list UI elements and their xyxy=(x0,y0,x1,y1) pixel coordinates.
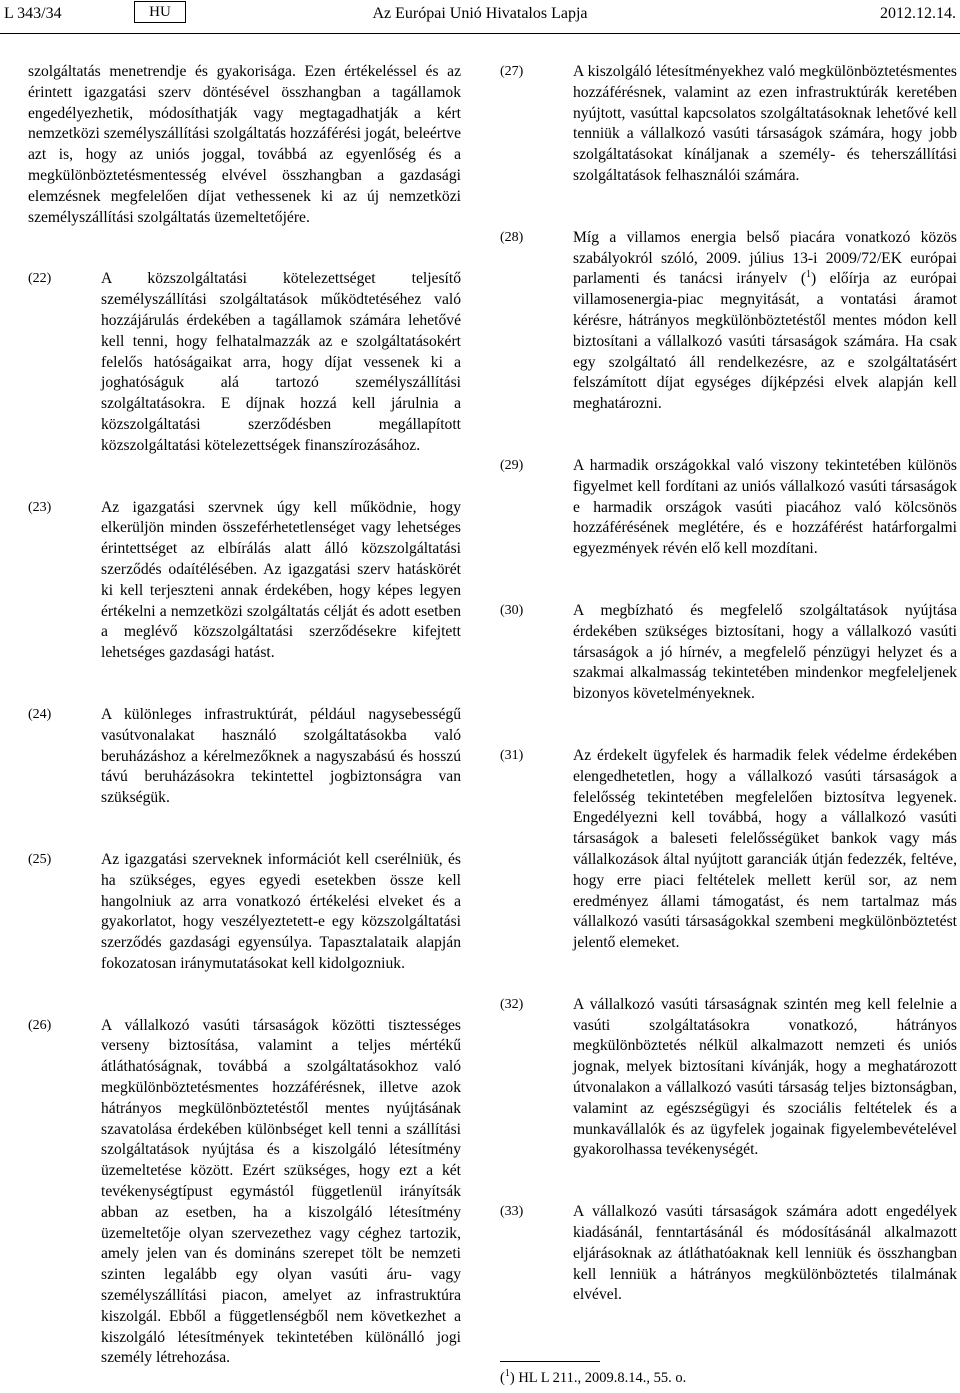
recital-33 xyxy=(500,1202,957,1306)
recital-text: A kiszolgáló létesítményekhez való megkülönböztetésmentes hozzáférésnek, valamint az ezen infrastruktúrák keretében nyújtott, vasúttal kapcsolatos szolgáltatásoknak lehetővé kell tenniük a vállalkozó vasúti társaságok számára, hogy jobb szolgáltatásokat kínáljanak a személy- és teherszállítási szolgáltatások felhasználói számára. xyxy=(573,63,957,184)
recital-text: A megbízható és megfelelő szolgáltatások nyújtása érdekében szükséges biztosítani, hogy a vállalkozó vasúti társaságok a jó hírnév, a megfelelő pénzügyi helyzet és a szakmai alkalmasság tekintetében mindenkor megfeleljenek bizonyos követelményeknek. xyxy=(573,601,957,703)
recital-28 xyxy=(500,228,957,415)
recital-31 xyxy=(500,746,957,954)
continuation-paragraph: szolgáltatás menetrendje és gyakorisága. Ezen értékeléssel és az érintett igazgatási szerv döntésével összhangban a tagállamok engedélyezhetik, módosíthatják vagy megtagadhatják a kért nemzetközi személyszállítási szolgáltatás hozzáférési jogát, beleértve azt is, hogy az uniós joggal, továbbá az egyenlőség és a megkülönböztetésmentesség elvével összhangban a gazdasági elemzésnek megfelelően díjat vethessenek ki az új nemzetközi személyszállítási szolgáltatás üzemeltetőjére. xyxy=(28,63,461,226)
page-header xyxy=(0,0,960,30)
recital-text: A különleges infrastruktúrát, például nagysebességű vasútvonalakat használó szolgáltatásokba való beruházáshoz a kérelmezőknek a nagyszabású és hosszú távú beruházásokra tekintettel jogbiztonságra van szükségük. xyxy=(101,705,461,807)
recital-number: (30) xyxy=(500,602,524,618)
recital-27 xyxy=(500,62,957,187)
footnote-marker: 1 xyxy=(504,1368,510,1380)
recital-text: A vállalkozó vasúti társaságok számára adott engedélyek kiadásánál, fenntartásánál és módosításánál alkalmazott eljárásoknak az átláthatóaknak kell lenniük és összhangban kell lenniük a hátrányos megkülönböztetés tilalmának elvével. xyxy=(573,1203,957,1304)
recital-text xyxy=(573,228,957,415)
publication-date: 2012.12.14. xyxy=(880,5,956,22)
left-column xyxy=(28,62,461,1369)
recital-text-part: Míg a villamos energia belső piacára vonatkozó közös szabályokról szóló, 2009. július 13-i 2009/72/EK európai parlamenti és tanácsi irányelv ( xyxy=(573,228,957,288)
recital-text-part: ) előírja az európai villamosenergia-piac megnyitását, a vontatási áramot kérésre, hátrányos megkülönböztetéstől mentes módon kell biztosítani a vállalkozó vasúti társaságok számára. Ha csak egy szolgáltató áll rendelkezésre, az e szolgáltatásért felszámított díjat egységes díjképzési elvek alapján kell meghatározni. xyxy=(573,270,957,413)
footnote-separator xyxy=(500,1361,600,1362)
page-reference: L 343/34 xyxy=(4,5,62,22)
recital-text: A harmadik országokkal való viszony tekintetében különös figyelmet kell fordítani az uniós vállalkozó vasúti társaságok e harmadik országok vasúti piacához való kölcsönös hozzáférésének meglétére, és e hozzáférést határforgalmi egyezmények révén elő kell mozdítani. xyxy=(573,456,957,558)
header-rule xyxy=(0,33,960,34)
recital-number: (26) xyxy=(28,1017,52,1033)
recital-number: (29) xyxy=(500,457,524,473)
recital-29 xyxy=(500,456,957,560)
footnote-text: HL L 211., 2009.8.14., 55. o. xyxy=(518,1370,687,1386)
recital-text: A vállalkozó vasúti társaságok közötti tisztességes verseny biztosítása, valamint a teljes mértékű átláthatóságnak, továbbá a szolgáltatásokhoz való megkülönböztetésmentes hozzáférésnek, illetve azok hátrányos megkülönböztetéstől mentes nyújtásának szavatolása érdekében különbséget kell tenni a szállítási szolgáltatások nyújtása és a kiszolgáló létesítmény üzemeltetése között. Ezért szükséges, hogy ezt a két tevékenységtípust egymástól függetlenül irányítsák abban az esetben, ha a kiszolgáló létesítmény üzemeltetője olyan szervezethez vagy céghez tartozik, amely jelen van és domináns szerepet tölt be nemzeti szinten legalább egy olyan vasúti áru- vagy személyszállítási piacon, amelyet az infrastruktúra kiszolgál. Ebből a függetlenségből nem következhet a kiszolgáló létesítmények tekintetében különálló jogi személy létrehozása. xyxy=(101,1016,461,1367)
recital-number: (22) xyxy=(28,271,52,287)
recital-number: (25) xyxy=(28,851,52,867)
language-badge: HU xyxy=(134,1,186,23)
recital-number: (24) xyxy=(28,706,52,722)
recital-text: Az érdekelt ügyfelek és harmadik felek védelme érdekében elengedhetetlen, hogy a vállalkozó vasúti társaságok a felelősség tekintetében megfelelően biztosítva legyenek. Engedélyezni kell továbbá, hogy a vállalkozó vasúti társaságok a baleseti felelősségüket bankok vagy más vállalkozások által nyújtott garanciák útján fedezzék, feltéve, hogy erre piaci feltételek mellett kerül sor, az nem eredményez állami támogatást, és nem tartalmaz más vállalkozó vasúti társaságokkal szembeni megkülönböztetést jelentő elemeket. xyxy=(573,746,957,952)
recital-24 xyxy=(28,705,461,809)
recital-number: (23) xyxy=(28,499,52,515)
recital-text: Az igazgatási szervnek úgy kell működnie, hogy elkerüljön minden összeférhetetlenséget vagy lehetséges érintettséget az elbírálás alatt álló közszolgáltatási szerződés odaítélésében. Az igazgatási szerv hatáskörét ki kell terjeszteni annak érdekében, hogy képes legyen értékelni a nemzetközi szolgáltatás célját és adott esetben a meglévő közszolgáltatási szerződésekre kifejtett lehetséges gazdasági hatást. xyxy=(101,498,461,662)
recital-25 xyxy=(28,850,461,975)
recital-number: (32) xyxy=(500,996,524,1012)
recital-26 xyxy=(28,1016,461,1370)
recital-text: A közszolgáltatási kötelezettséget teljesítő személyszállítási szolgáltatások működtetéséhez való hozzájárulás érdekében a tagállamok számára lehetővé kell tenni, hogy felhatalmazzák az e szolgáltatásokért felelős hatóságaikat arra, hogy díjat vessenek ki a joghatóságuk alá tartozó személyszállítási szolgáltatásokra. E díjnak hozzá kell járulnia a közszolgáltatási szerződésben megállapított közszolgáltatási kötelezettségek finanszírozásához. xyxy=(101,270,461,454)
recital-text: Az igazgatási szerveknek információt kell cserélniük, és ha szükséges, egyes egyedi esetekben össze kell hangolniuk az arra vonatkozó értékelési elveket és a gyakorlatot, hogy veszélyeztetett-e egy közszolgáltatási szerződés gazdasági egyensúlya. Tapasztalataik alapján fokozatosan iránymutatásokat kell kidolgozniuk. xyxy=(101,850,461,972)
recital-text: A vállalkozó vasúti társaságnak szintén meg kell felelnie a vasúti szolgáltatásokra vonatkozó, hátrányos megkülönböztetés nélkül alkalmazott nemzeti és uniós jognak, melyek biztosítani kívánják, hogy a meghatározott útvonalakon a vállalkozó vasúti társaság teljes biztonságban, valamint az egészségügyi és szociális feltételek és a munkavállalók és az ügyfelek jogainak figyelembevételével gyakorolhassa tevékenységét. xyxy=(573,995,957,1159)
recital-22 xyxy=(28,269,461,456)
recital-30 xyxy=(500,601,957,705)
footnote: ($^1$) HL L 211., 2009.8.14., 55. o. xyxy=(500,1368,687,1386)
recital-number: (33) xyxy=(500,1204,524,1220)
right-column xyxy=(500,62,957,1306)
recital-32 xyxy=(500,995,957,1161)
journal-title: Az Európai Unió Hivatalos Lapja xyxy=(372,5,588,22)
recital-number: (27) xyxy=(500,64,524,79)
recital-number: (31) xyxy=(500,747,524,763)
footnote-reference[interactable]: 1 xyxy=(806,269,812,281)
recital-number: (28) xyxy=(500,229,524,245)
recital-23 xyxy=(28,498,461,664)
